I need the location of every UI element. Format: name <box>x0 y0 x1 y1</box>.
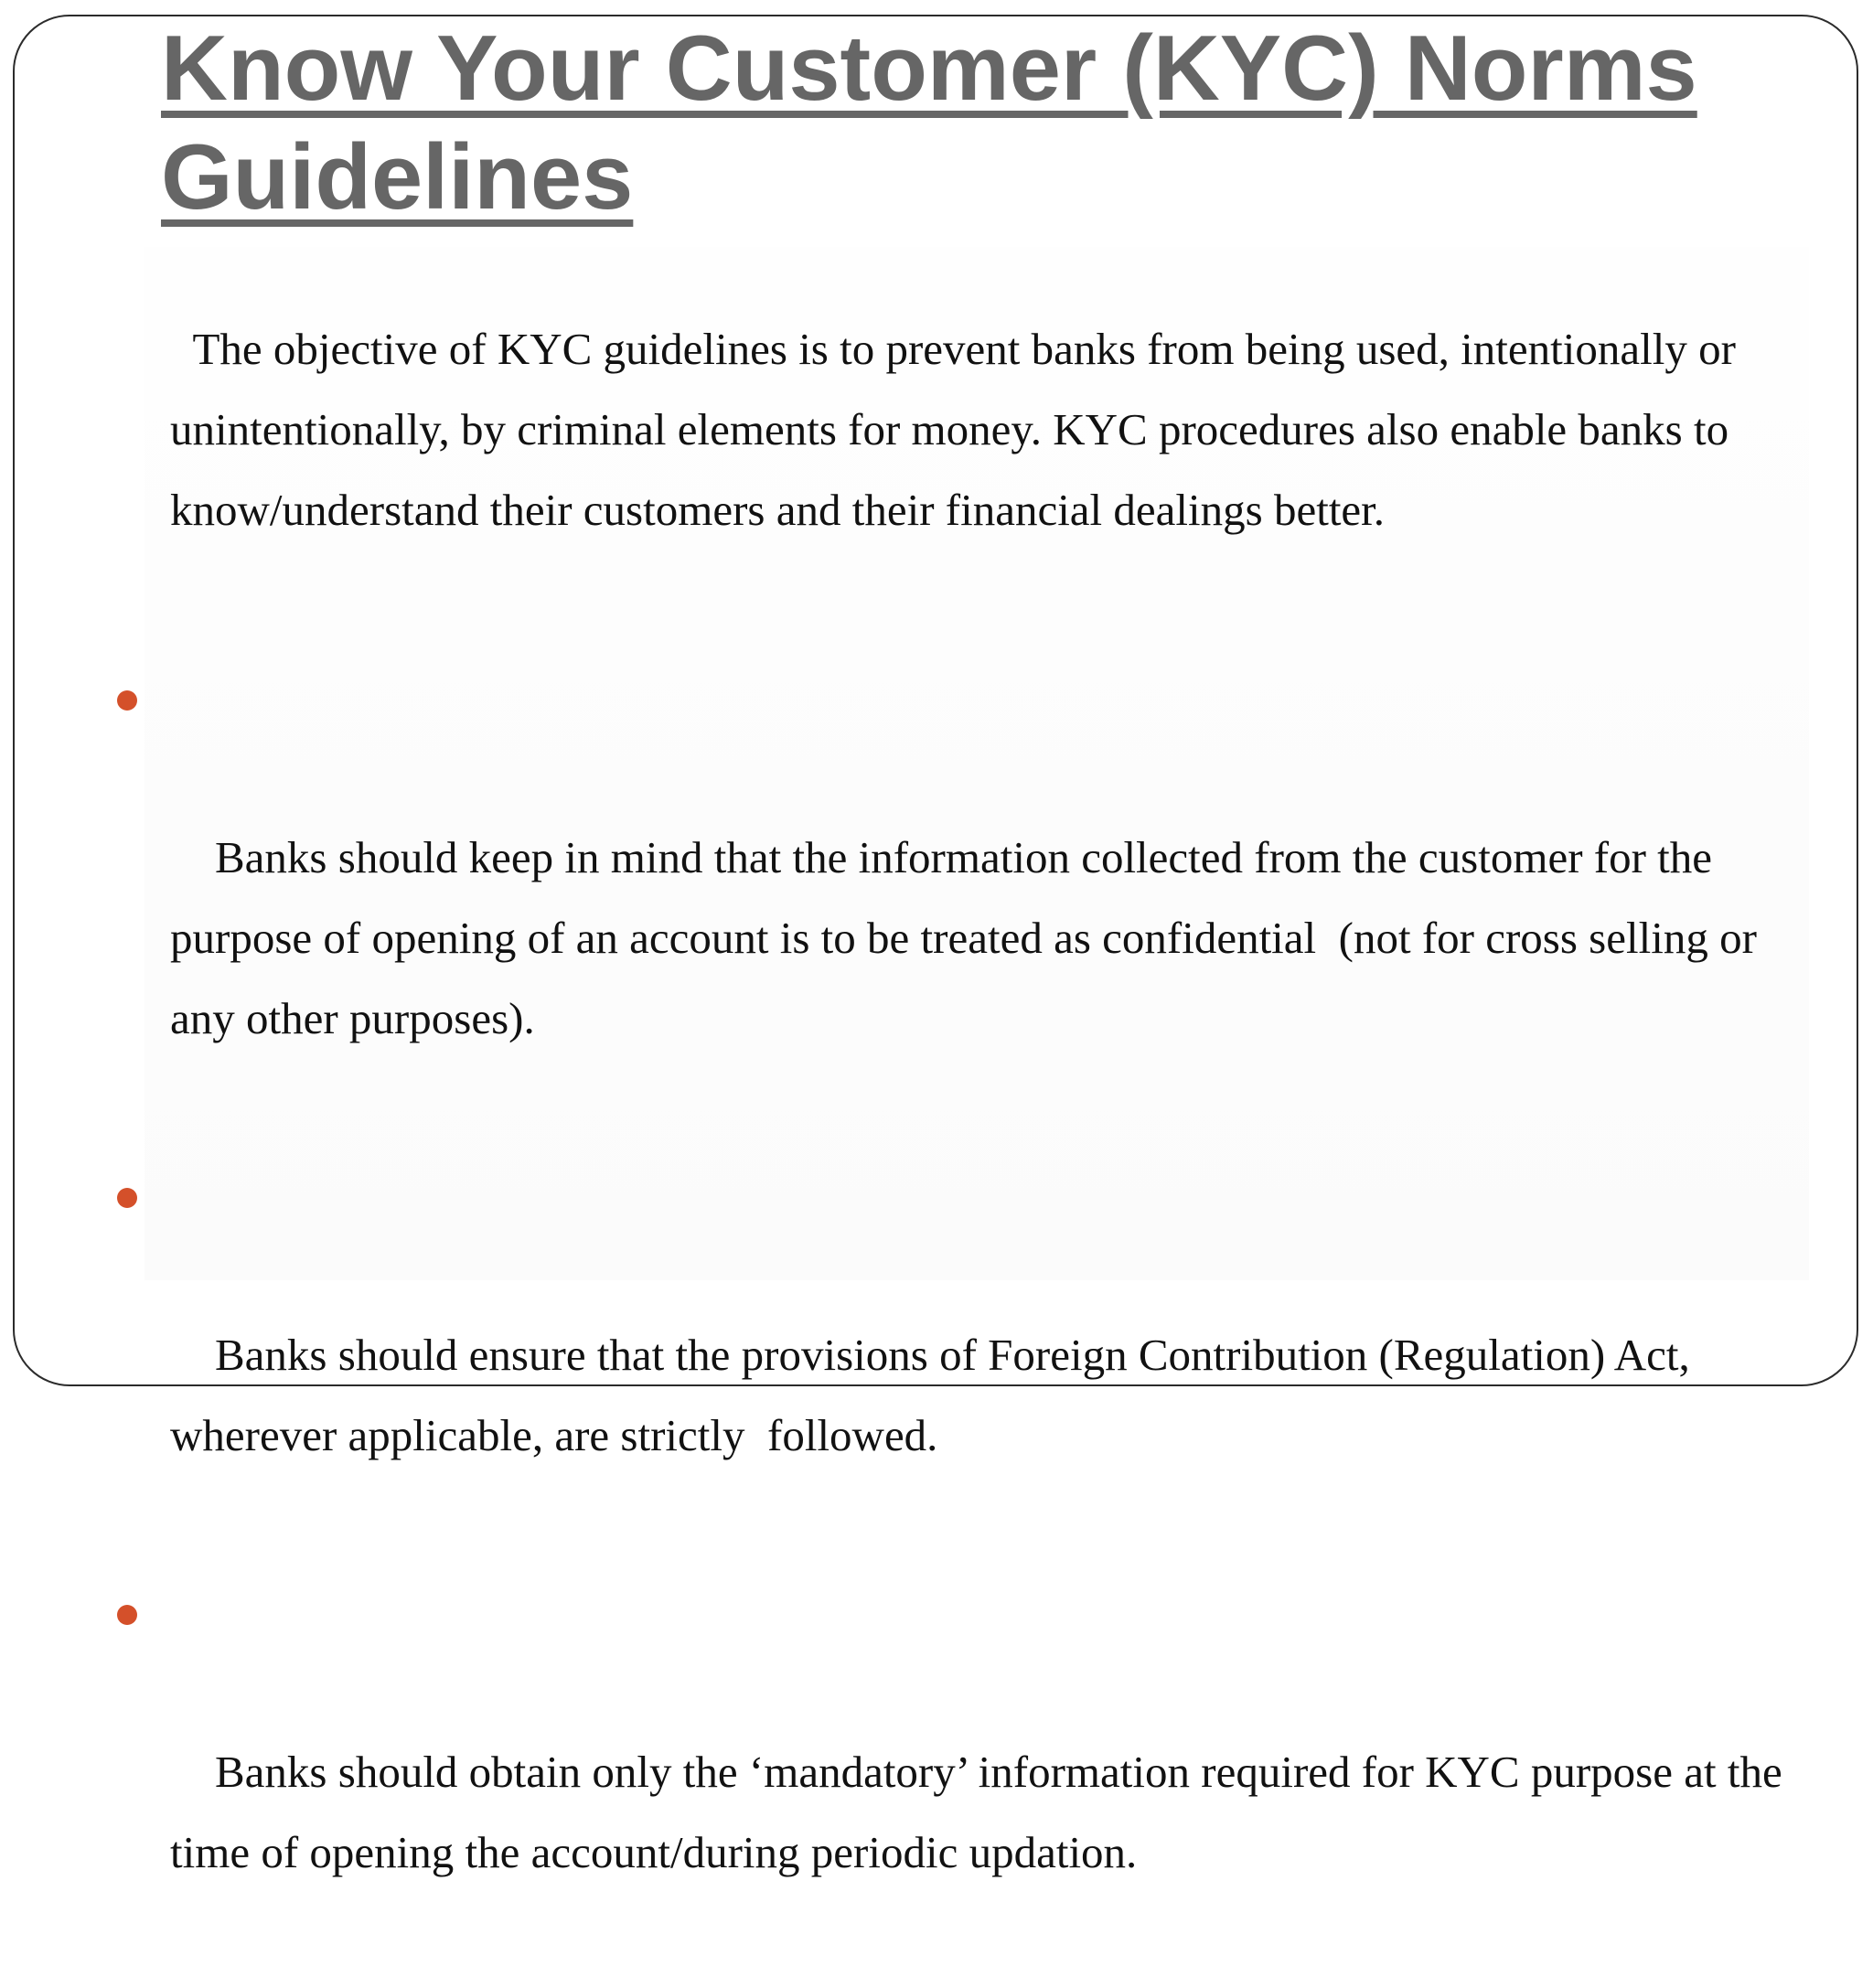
bullet-dot-icon <box>117 1605 137 1625</box>
bullet-text: Banks should ensure that the provisions of Foreign Contribution (Regulation) Act, wherever applicable, are strictly followed. <box>170 1330 1701 1460</box>
bullet-text: Banks should keep in mind that the information collected from the customer for the purpose of opening of an account is to be treated as confidential (not for cross selling or any other purposes). <box>170 832 1769 1043</box>
intro-paragraph: The objective of KYC guidelines is to prevent banks from being used, intentionally or unintentionally, by criminal elements for money. KYC procedures also enable banks to know/understand their customers and their financial dealings better. <box>170 324 1748 535</box>
slide-title <box>161 15 1862 232</box>
slide-title-text: Know Your Customer (KYC) Norms Guidelines <box>161 17 1697 229</box>
bullet-item-fcra <box>113 1154 1824 1556</box>
bullet-item-confidential <box>113 657 1824 1139</box>
bullet-dot-icon <box>117 1188 137 1208</box>
bullet-text: Banks should obtain only the ‘mandatory’ information required for KYC purpose at the time of opening the account/during periodic updation. <box>170 1747 1793 1877</box>
bullet-item-mandatory-info <box>113 1571 1824 1973</box>
bullet-dot-icon <box>117 690 137 711</box>
bullet-list <box>113 657 1824 1988</box>
